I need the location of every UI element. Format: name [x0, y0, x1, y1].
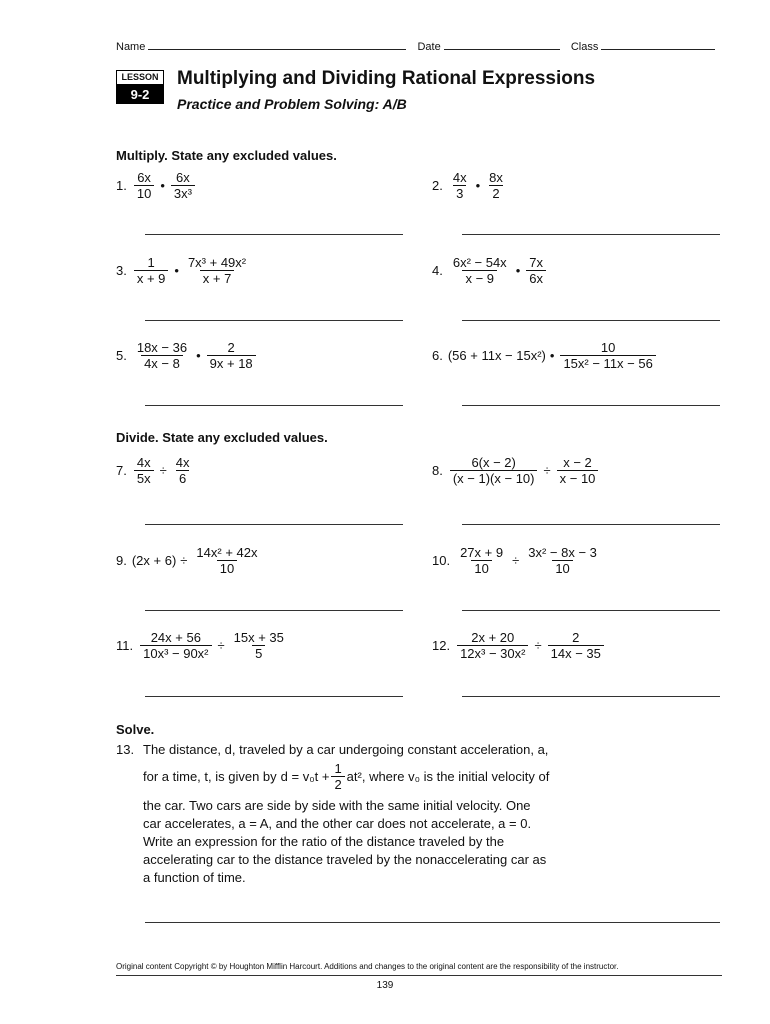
fraction — [193, 545, 260, 576]
fraction-denominator: 14x − 35 — [548, 645, 604, 661]
class-field[interactable] — [601, 38, 715, 50]
copyright-footer: Original content Copyright © by Houghton Mifflin Harcourt. Additions and changes to the original content are the responsibility of the instructor. — [116, 962, 619, 971]
fraction-denominator: 3 — [453, 185, 466, 201]
fraction-denominator: 10 — [217, 560, 237, 576]
fraction — [450, 170, 470, 201]
problem-text-line: Write an expression for the ratio of the distance traveled by the — [143, 834, 505, 849]
multiply-operator: • — [174, 263, 179, 278]
fraction — [185, 255, 249, 286]
fraction — [231, 630, 287, 661]
multiply-operator: • — [475, 178, 481, 193]
fraction-denominator: 2 — [489, 185, 502, 201]
class-label: Class — [570, 41, 599, 53]
fraction-denominator: 10 — [471, 560, 491, 576]
problem-formula-line — [143, 761, 549, 792]
answer-line-2[interactable] — [462, 234, 720, 235]
problem-7 — [116, 455, 194, 486]
page-subtitle: Practice and Problem Solving: A/B — [177, 96, 407, 112]
answer-line-7[interactable] — [145, 524, 403, 525]
answer-line-9[interactable] — [145, 610, 403, 611]
date-field[interactable] — [444, 38, 560, 50]
fraction-denominator: 15x² − 11x − 56 — [560, 355, 655, 371]
fraction-numerator: 1 — [334, 761, 342, 776]
fraction-numerator: 4x — [175, 455, 190, 470]
fraction — [134, 455, 154, 486]
problem-text-line: accelerating car to the distance traveled by the nonaccelerating car as — [143, 852, 547, 867]
fraction-denominator: x − 9 — [462, 270, 497, 286]
fraction-numerator: 6x — [137, 170, 151, 185]
leading-factor: (2x + 6) — [131, 553, 177, 568]
fraction-denominator: 9x + 18 — [207, 355, 256, 371]
problem-number: 2. — [432, 178, 443, 193]
student-info-header — [116, 38, 722, 53]
formula-left: d = v₀t + — [280, 769, 330, 784]
multiply-operator: • — [196, 348, 201, 363]
fraction — [450, 455, 538, 486]
answer-line-13[interactable] — [145, 922, 720, 923]
problem-8 — [432, 455, 600, 486]
lesson-number: 9-2 — [116, 85, 164, 104]
answer-line-1[interactable] — [145, 234, 403, 235]
fraction-numerator: 4x — [452, 170, 467, 185]
fraction — [486, 170, 506, 201]
fraction-denominator: (x − 1)(x − 10) — [450, 470, 538, 486]
fraction-numerator: 2 — [572, 630, 580, 645]
divide-operator: ÷ — [159, 463, 167, 478]
problem-5 — [116, 340, 258, 371]
fraction-numerator: 7x — [529, 255, 543, 270]
footer-divider — [116, 975, 722, 976]
divide-operator: ÷ — [543, 463, 551, 478]
problem-number: 5. — [116, 348, 127, 363]
multiply-operator: • — [549, 348, 555, 363]
answer-line-12[interactable] — [462, 696, 720, 697]
formula-right: at² — [346, 769, 362, 784]
problem-number: 6. — [432, 348, 443, 363]
problem-6 — [432, 340, 658, 371]
problem-number: 11. — [116, 638, 134, 653]
fraction-denominator: x + 7 — [200, 270, 235, 286]
divide-operator: ÷ — [512, 553, 520, 568]
fraction — [560, 340, 655, 371]
answer-line-11[interactable] — [145, 696, 403, 697]
answer-line-8[interactable] — [462, 524, 720, 525]
fraction-denominator: x − 10 — [557, 470, 599, 486]
answer-line-3[interactable] — [145, 320, 403, 321]
fraction-numerator: 27x + 9 — [460, 545, 504, 560]
fraction-numerator: 14x² + 42x — [196, 545, 258, 560]
problem-text-line: the car. Two cars are side by side with the same initial velocity. One — [143, 798, 531, 813]
problem-number: 9. — [116, 553, 127, 568]
fraction-denominator: 6 — [176, 470, 189, 486]
fraction-denominator: 10 — [134, 185, 154, 201]
problem-4 — [432, 255, 548, 286]
fraction — [173, 455, 193, 486]
problem-number: 13. — [116, 742, 135, 757]
fraction — [134, 255, 169, 286]
problem-10 — [432, 545, 602, 576]
fraction — [525, 545, 600, 576]
multiply-operator: • — [160, 178, 165, 193]
answer-line-5[interactable] — [145, 405, 403, 406]
one-half-fraction — [331, 761, 344, 792]
fraction-numerator: 2 — [227, 340, 235, 355]
fraction-denominator: 5 — [252, 645, 265, 661]
name-label: Name — [116, 41, 146, 53]
fraction-numerator: 1 — [147, 255, 155, 270]
problem-number: 4. — [432, 263, 443, 278]
fraction-numerator: 8x — [489, 170, 503, 185]
divide-operator: ÷ — [534, 638, 542, 653]
lesson-badge — [116, 70, 164, 104]
date-label: Date — [417, 41, 441, 53]
fraction — [134, 340, 190, 371]
problem-text-line: a function of time. — [143, 870, 246, 885]
problem-text-line: The distance, d, traveled by a car undergoing constant acceleration, a, — [143, 742, 549, 757]
fraction — [548, 630, 604, 661]
problem-number: 8. — [432, 463, 443, 478]
fraction-denominator: 3x³ — [171, 185, 195, 201]
fraction — [171, 170, 195, 201]
divide-heading: Divide. State any excluded values. — [116, 430, 328, 445]
page-number: 139 — [376, 980, 394, 991]
fraction — [526, 255, 546, 286]
fraction — [457, 545, 506, 576]
divide-operator: ÷ — [217, 638, 225, 653]
problem-number: 10. — [432, 553, 451, 568]
problem-3 — [116, 255, 251, 286]
leading-factor: (56 + 11x − 15x²) — [447, 348, 546, 363]
problem-12 — [432, 630, 606, 661]
answer-line-4[interactable] — [462, 320, 720, 321]
fraction-denominator: 4x − 8 — [141, 355, 183, 371]
fraction-numerator: 10 — [600, 340, 616, 355]
problem-2 — [432, 170, 508, 201]
name-field[interactable] — [148, 38, 406, 50]
problem-9 — [116, 545, 263, 576]
fraction-numerator: 6x — [176, 170, 190, 185]
problem-number: 7. — [116, 463, 127, 478]
fraction — [134, 170, 154, 201]
problem-11 — [116, 630, 289, 661]
fraction-denominator: 10x³ − 90x² — [140, 645, 211, 661]
page-title: Multiplying and Dividing Rational Expressions — [177, 68, 596, 89]
multiply-heading: Multiply. State any excluded values. — [116, 148, 337, 163]
answer-line-10[interactable] — [462, 610, 720, 611]
multiply-operator: • — [515, 263, 521, 278]
fraction — [457, 630, 528, 661]
problem-number: 1. — [116, 178, 127, 193]
fraction-numerator: 2x + 20 — [471, 630, 515, 645]
problem-1 — [116, 170, 197, 201]
fraction — [140, 630, 211, 661]
fraction-denominator: x + 9 — [134, 270, 169, 286]
answer-line-6[interactable] — [462, 405, 720, 406]
problem-text: for a time, t, is given by — [143, 769, 277, 784]
problem-number: 3. — [116, 263, 127, 278]
fraction-denominator: 2 — [331, 776, 344, 792]
fraction-numerator: 15x + 35 — [233, 630, 284, 645]
fraction-numerator: 6(x − 2) — [471, 455, 516, 470]
fraction-numerator: 4x — [136, 455, 151, 470]
problem-number: 12. — [432, 638, 451, 653]
fraction-denominator: 12x³ − 30x² — [457, 645, 528, 661]
fraction — [557, 455, 599, 486]
problem-text: , where v₀ is the initial velocity of — [361, 769, 550, 784]
fraction-numerator: 3x² − 8x − 3 — [528, 545, 597, 560]
divide-operator: ÷ — [180, 553, 188, 568]
fraction-denominator: 5x — [134, 470, 154, 486]
solve-heading: Solve. — [116, 722, 155, 737]
fraction — [207, 340, 256, 371]
fraction-numerator: 18x − 36 — [136, 340, 188, 355]
fraction — [450, 255, 510, 286]
problem-text-line: car accelerates, a = A, and the other car does not accelerate, a = 0. — [143, 816, 532, 831]
fraction-numerator: x − 2 — [563, 455, 592, 470]
fraction-numerator: 6x² − 54x — [452, 255, 507, 270]
fraction-denominator: 6x — [526, 270, 546, 286]
fraction-numerator: 7x³ + 49x² — [187, 255, 247, 270]
lesson-label: LESSON — [116, 70, 164, 85]
fraction-numerator: 24x + 56 — [150, 630, 201, 645]
fraction-denominator: 10 — [552, 560, 572, 576]
